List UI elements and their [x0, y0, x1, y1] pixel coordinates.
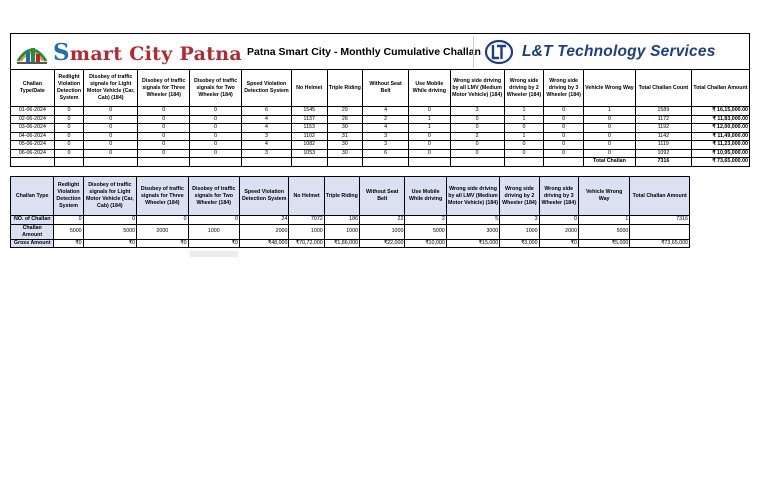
table-cell	[242, 158, 292, 167]
table-cell[interactable]: 0	[504, 141, 544, 150]
column-header: Vehicle Wrong Way	[578, 177, 629, 216]
table-cell[interactable]: 2000	[137, 224, 188, 239]
city-skyline-icon	[15, 37, 49, 67]
column-header: Use Mobile While driving	[405, 177, 446, 216]
table-cell	[408, 158, 450, 167]
table-cell[interactable]: ₹ 11,83,000.00	[691, 115, 749, 124]
table-row	[11, 115, 750, 124]
table-row	[11, 224, 690, 239]
table-cell[interactable]: 0	[544, 141, 584, 150]
table-cell[interactable]: 0	[408, 107, 450, 116]
table-cell[interactable]: ₹0	[539, 239, 578, 248]
table-cell[interactable]: 0	[450, 115, 504, 124]
table-cell[interactable]: 03-06-2024	[11, 124, 55, 133]
table-cell[interactable]: 0	[83, 216, 136, 225]
table-cell[interactable]: 1	[408, 124, 450, 133]
table-cell[interactable]: ₹ 12,00,000.00	[691, 124, 749, 133]
table-cell[interactable]: ₹15,000	[446, 239, 499, 248]
column-header: Triple Riding	[327, 70, 363, 107]
table-cell[interactable]: 0	[583, 132, 635, 141]
table-cell[interactable]: 3	[500, 216, 539, 225]
table-cell[interactable]: 0	[544, 107, 584, 116]
table-cell[interactable]: ₹70,72,000	[289, 239, 324, 248]
column-header: Disobey of traffic signals for Light Motor Vehicle (Car, Cab) (184)	[83, 177, 136, 216]
table-cell[interactable]: 7316	[630, 216, 690, 225]
table-cell[interactable]: ₹73,65,000	[630, 239, 690, 248]
table-cell	[363, 158, 409, 167]
table-cell[interactable]: 2	[363, 115, 409, 124]
table-cell[interactable]: 0	[54, 149, 84, 158]
table-cell[interactable]: ₹1,86,000	[324, 239, 359, 248]
table-cell[interactable]: ₹3,000	[500, 239, 539, 248]
table-cell[interactable]: 1053	[291, 149, 327, 158]
table-cell[interactable]: 3	[242, 132, 292, 141]
table-cell[interactable]: 1142	[635, 132, 691, 141]
table-cell[interactable]: 0	[54, 124, 84, 133]
table-cell[interactable]: 2	[450, 132, 504, 141]
table-cell	[11, 158, 55, 167]
table-cell[interactable]: 24	[240, 216, 289, 225]
column-header: Disobey of traffic signals for Two Wheeler (184)	[190, 70, 242, 107]
table-cell[interactable]: 1153	[291, 124, 327, 133]
column-header: Wrong side driving by all LMV (Medium Motor Vehicle) (184)	[450, 70, 504, 107]
table-cell[interactable]: 22	[360, 216, 405, 225]
table-cell	[291, 158, 327, 167]
table-row	[11, 124, 750, 133]
table-cell[interactable]: ₹0	[188, 239, 239, 248]
total-label[interactable]: Total Challan	[583, 158, 635, 167]
table-cell[interactable]: 1	[504, 132, 544, 141]
table-cell[interactable]: 7072	[289, 216, 324, 225]
table-cell[interactable]: 4	[242, 115, 292, 124]
table-header-row	[11, 70, 750, 107]
column-header: Wrong side driving by 3 Wheeler (184)	[544, 70, 584, 107]
table-cell	[504, 158, 544, 167]
table-row	[11, 149, 750, 158]
column-header: Wrong side driving by 2 Wheeler (184)	[500, 177, 539, 216]
row-label: Challan Amount	[11, 224, 54, 239]
table-cell[interactable]: 0	[54, 141, 84, 150]
table-row	[11, 239, 690, 248]
table-cell[interactable]: 3	[363, 132, 409, 141]
partner-name: L&T Technology Services	[522, 43, 716, 60]
table-cell[interactable]: 0	[190, 107, 242, 116]
column-header: Use Mobile While driving	[408, 70, 450, 107]
table-cell[interactable]: 0	[583, 124, 635, 133]
table-cell[interactable]: 0	[408, 132, 450, 141]
column-header: Wrong side driving by 3 Wheeler (184)	[539, 177, 578, 216]
column-header: Total Challan Amount	[630, 177, 690, 216]
table-cell[interactable]: 0	[54, 132, 84, 141]
table-cell	[138, 158, 190, 167]
row-label: NO. of Challan	[11, 216, 54, 225]
table-cell[interactable]: 1	[583, 107, 635, 116]
table-cell[interactable]: ₹ 11,23,000.00	[691, 141, 749, 150]
smart-city-logo	[15, 36, 242, 68]
table-cell[interactable]: 1000	[289, 224, 324, 239]
table-cell[interactable]: 1082	[291, 141, 327, 150]
table-cell[interactable]: 1	[504, 107, 544, 116]
column-header: No Helmet	[289, 177, 324, 216]
table-cell[interactable]: 0	[190, 115, 242, 124]
table-cell	[327, 158, 363, 167]
table-cell[interactable]: 1	[578, 216, 629, 225]
table-cell[interactable]: 4	[242, 141, 292, 150]
table-cell[interactable]: 3	[450, 107, 504, 116]
brand-name: Smart City Patna	[53, 38, 242, 66]
column-header: Disobey of traffic signals for Two Wheeler (184)	[188, 177, 239, 216]
table-cell[interactable]: 1545	[291, 107, 327, 116]
table-cell[interactable]: 3000	[446, 224, 499, 239]
table-row	[11, 132, 750, 141]
table-cell[interactable]: 1172	[635, 115, 691, 124]
table-cell[interactable]: 1000	[360, 224, 405, 239]
table-cell[interactable]: 0	[583, 149, 635, 158]
lt-emblem-icon	[484, 39, 514, 65]
table-cell[interactable]: 0	[84, 115, 138, 124]
table-cell[interactable]: 0	[54, 216, 83, 225]
table-cell[interactable]: 3	[363, 141, 409, 150]
table-cell[interactable]: 2000	[539, 224, 578, 239]
table-row	[11, 216, 690, 225]
table-cell[interactable]: 0	[450, 124, 504, 133]
table-cell[interactable]: ₹48,000	[240, 239, 289, 248]
column-header: Triple Riding	[324, 177, 359, 216]
table-header-row	[11, 177, 690, 216]
table-cell[interactable]: 1	[408, 115, 450, 124]
table-cell[interactable]: ₹0	[54, 239, 83, 248]
table-cell[interactable]: 5000	[578, 224, 629, 239]
column-header: Disobey of traffic signals for Light Motor Vehicle (Car, Cab) (184)	[84, 70, 138, 107]
table-cell[interactable]: 1589	[635, 107, 691, 116]
column-header: Disobey of traffic signals for Three Wheeler (184)	[137, 177, 188, 216]
table-cell[interactable]: 02-06-2024	[11, 115, 55, 124]
table-cell[interactable]: 0	[408, 141, 450, 150]
table-cell[interactable]	[630, 224, 690, 239]
table-cell[interactable]: ₹0	[83, 239, 136, 248]
table-cell[interactable]: 0	[188, 216, 239, 225]
table-cell[interactable]: 3	[242, 149, 292, 158]
table-cell[interactable]: 0	[190, 132, 242, 141]
table-cell[interactable]: 30	[327, 141, 363, 150]
table-cell[interactable]: ₹ 10,95,000.00	[691, 149, 749, 158]
table-cell[interactable]: 1	[504, 115, 544, 124]
challan-sheet	[10, 33, 750, 167]
table-cell[interactable]: 0	[54, 107, 84, 116]
table-cell	[544, 158, 584, 167]
table-cell[interactable]: ₹5,000	[578, 239, 629, 248]
column-header: Wrong side driving by all LMV (Medium Motor Vehicle) (184)	[446, 177, 499, 216]
table-cell[interactable]: 30	[327, 149, 363, 158]
total-row	[11, 158, 750, 167]
table-cell[interactable]: 0	[138, 132, 190, 141]
table-cell[interactable]: 0	[84, 141, 138, 150]
table-cell[interactable]: 0	[539, 216, 578, 225]
table-cell[interactable]: 0	[190, 124, 242, 133]
challan-summary-table	[10, 176, 690, 248]
table-cell[interactable]: 0	[138, 115, 190, 124]
table-cell[interactable]: 0	[504, 149, 544, 158]
table-row	[11, 107, 750, 116]
table-cell[interactable]: 26	[327, 115, 363, 124]
table-cell[interactable]: 31	[327, 132, 363, 141]
table-cell[interactable]: 0	[450, 149, 504, 158]
table-cell	[450, 158, 504, 167]
table-cell[interactable]: 1102	[291, 132, 327, 141]
table-cell[interactable]: 0	[138, 124, 190, 133]
selected-cell-highlight[interactable]	[190, 251, 238, 257]
table-cell[interactable]: 0	[450, 141, 504, 150]
table-cell[interactable]: 01-06-2024	[11, 107, 55, 116]
column-header: Wrong side driving by 2 Wheeler (184)	[504, 70, 544, 107]
column-header: Redlight Violation Detection System	[54, 70, 84, 107]
table-cell	[54, 158, 84, 167]
table-cell[interactable]: 0	[544, 149, 584, 158]
column-header: Challan Type	[11, 177, 54, 216]
total-count[interactable]: 7316	[635, 158, 691, 167]
total-amount[interactable]: ₹ 73,65,000.00	[691, 158, 749, 167]
row-label: Gross Amount	[11, 239, 54, 248]
table-cell[interactable]: 5000	[405, 224, 446, 239]
table-cell[interactable]: 0	[408, 149, 450, 158]
table-cell[interactable]: 5000	[83, 224, 136, 239]
table-cell[interactable]: 4	[363, 107, 409, 116]
table-cell[interactable]: 1000	[188, 224, 239, 239]
table-cell[interactable]: 0	[544, 115, 584, 124]
page-title: Patna Smart City - Monthly Cumulative Challan	[247, 46, 481, 58]
table-cell[interactable]: 0	[583, 115, 635, 124]
table-cell[interactable]: 1000	[324, 224, 359, 239]
table-cell[interactable]: 0	[137, 216, 188, 225]
table-cell[interactable]: 0	[138, 141, 190, 150]
table-cell[interactable]: 0	[583, 141, 635, 150]
table-cell[interactable]: ₹ 11,49,000.00	[691, 132, 749, 141]
table-cell[interactable]: 0	[138, 149, 190, 158]
table-cell[interactable]: 05-06-2024	[11, 141, 55, 150]
table-cell[interactable]: 0	[84, 132, 138, 141]
table-cell[interactable]: 2000	[240, 224, 289, 239]
column-header: Speed Violation Detection System	[240, 177, 289, 216]
table-cell	[190, 158, 242, 167]
table-cell[interactable]: ₹10,000	[405, 239, 446, 248]
column-header: Challan Type/Date	[11, 70, 55, 107]
table-cell[interactable]: 0	[84, 107, 138, 116]
table-cell[interactable]: 4	[242, 124, 292, 133]
table-cell[interactable]: 0	[190, 149, 242, 158]
table-cell[interactable]: 29	[327, 107, 363, 116]
table-cell[interactable]: 186	[324, 216, 359, 225]
table-cell[interactable]: 1119	[635, 141, 691, 150]
table-cell[interactable]: 4	[363, 124, 409, 133]
column-header: Without Seat Belt	[360, 177, 405, 216]
table-cell[interactable]: 0	[544, 124, 584, 133]
table-cell[interactable]: 1192	[635, 124, 691, 133]
table-cell[interactable]: 0	[84, 149, 138, 158]
table-cell[interactable]: 06-06-2024	[11, 149, 55, 158]
table-cell[interactable]: 6	[363, 149, 409, 158]
table-cell[interactable]: 30	[327, 124, 363, 133]
table-cell[interactable]: 0	[54, 115, 84, 124]
table-cell[interactable]: ₹0	[137, 239, 188, 248]
table-cell[interactable]: 5	[446, 216, 499, 225]
table-cell[interactable]: 0	[138, 107, 190, 116]
table-cell[interactable]: 0	[544, 132, 584, 141]
lt-logo	[473, 36, 751, 68]
table-cell[interactable]: ₹ 16,15,000.00	[691, 107, 749, 116]
sheet-header	[10, 33, 750, 69]
column-header: Speed Violation Detection System	[242, 70, 292, 107]
column-header: Total Challan Count	[635, 70, 691, 107]
column-header: No Helmet	[291, 70, 327, 107]
daily-challan-table	[10, 69, 750, 167]
table-cell[interactable]: 5000	[54, 224, 83, 239]
table-cell[interactable]: 0	[190, 141, 242, 150]
table-cell[interactable]: 1000	[500, 224, 539, 239]
table-cell[interactable]: 0	[84, 124, 138, 133]
column-header: Without Seat Belt	[363, 70, 409, 107]
table-row	[11, 141, 750, 150]
table-cell[interactable]: ₹22,000	[360, 239, 405, 248]
table-cell[interactable]: 04-06-2024	[11, 132, 55, 141]
column-header: Redlight Violation Detection System	[54, 177, 83, 216]
table-cell[interactable]: 6	[242, 107, 292, 116]
table-cell	[84, 158, 138, 167]
table-cell[interactable]: 1137	[291, 115, 327, 124]
column-header: Total Challan Amount	[691, 70, 749, 107]
column-header: Disobey of traffic signals for Three Wheeler (184)	[138, 70, 190, 107]
table-cell[interactable]: 0	[504, 124, 544, 133]
column-header: Vehicle Wrong Way	[583, 70, 635, 107]
table-cell[interactable]: 1092	[635, 149, 691, 158]
table-cell[interactable]: 2	[405, 216, 446, 225]
